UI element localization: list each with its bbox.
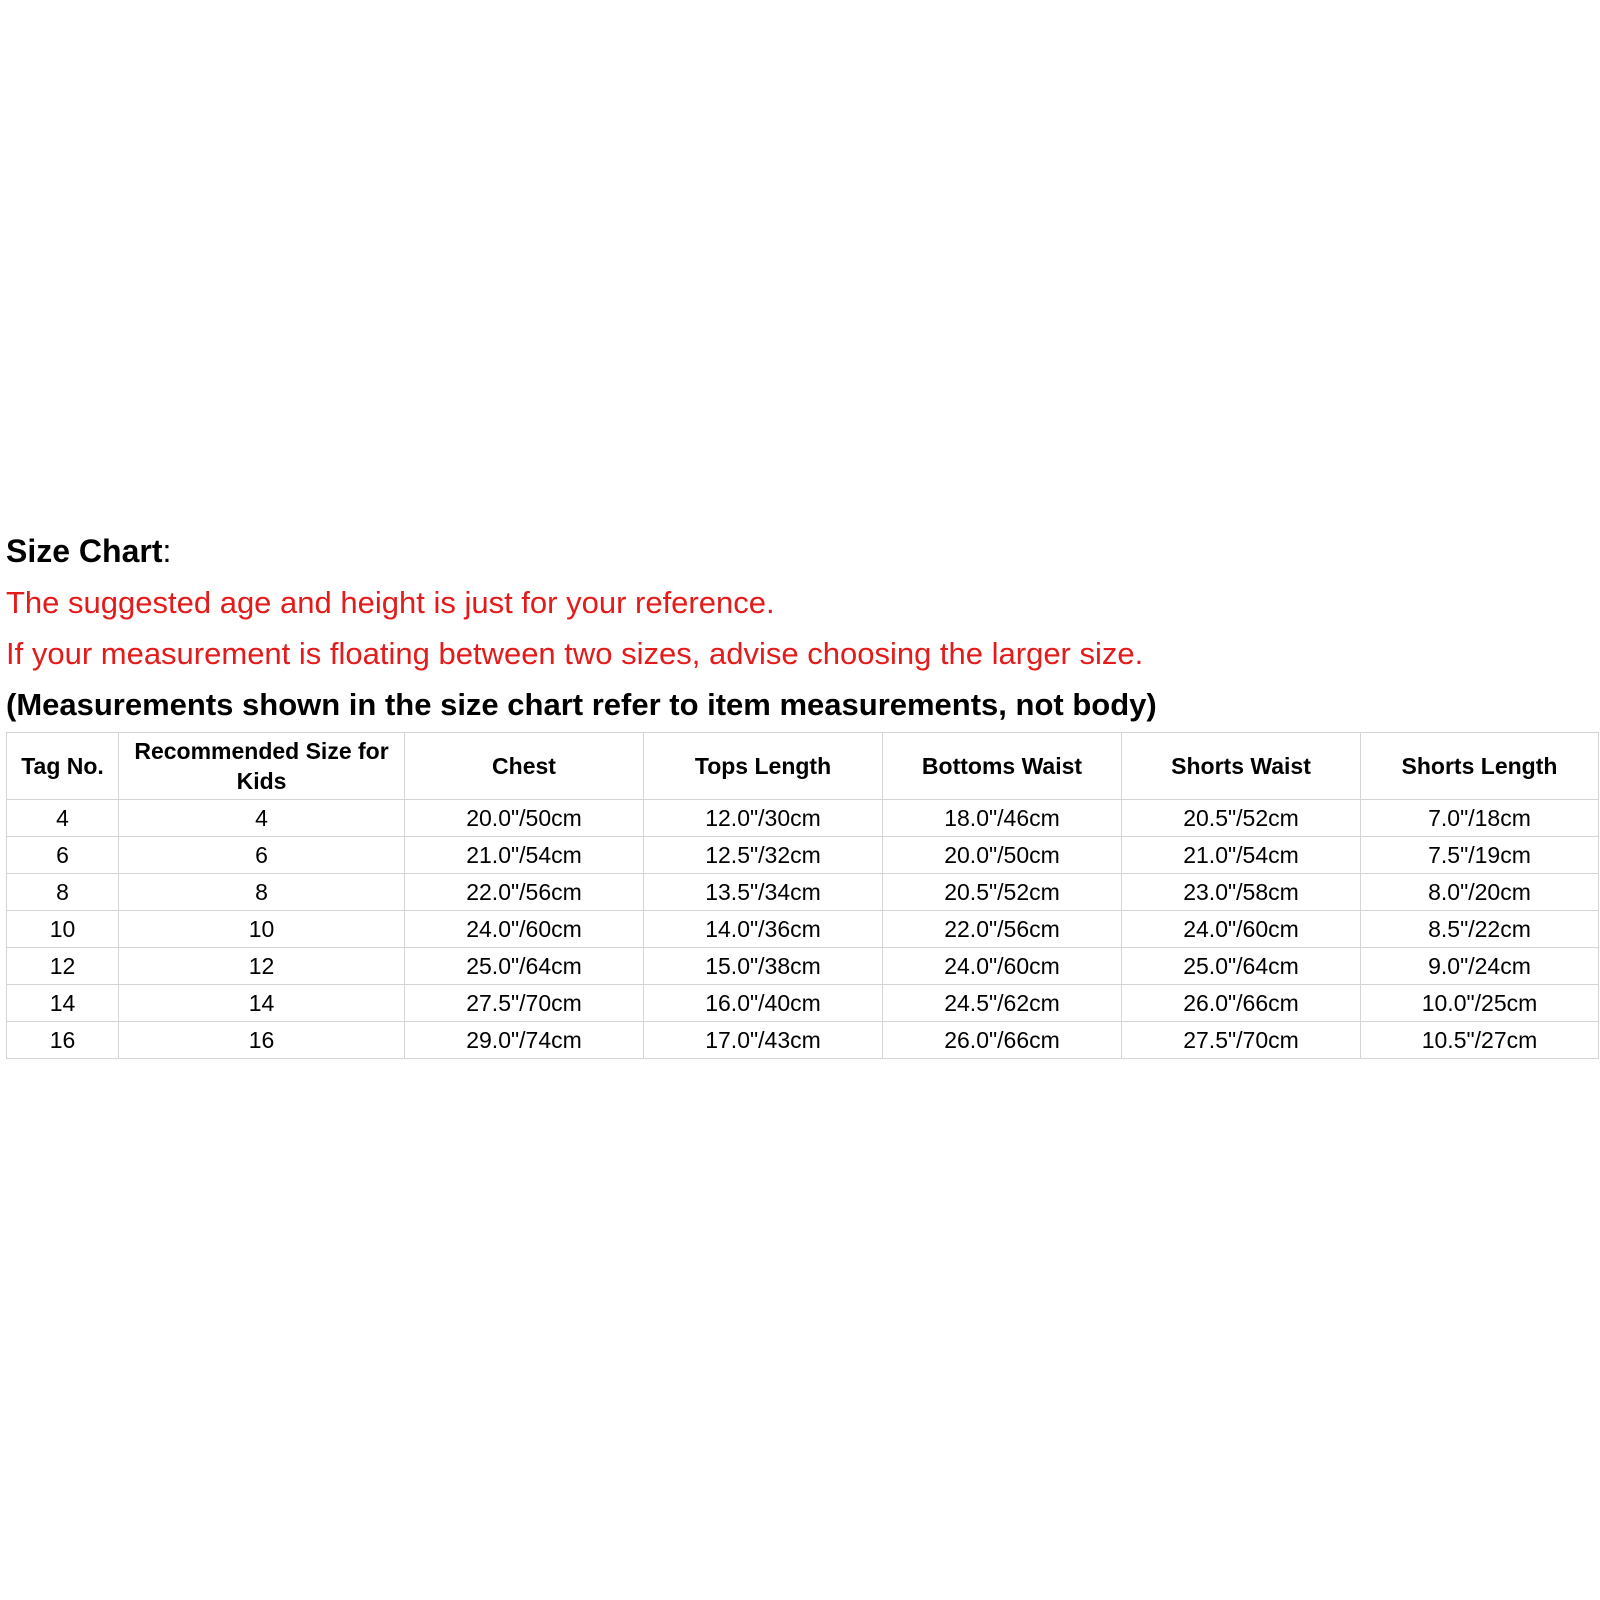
table-cell: 17.0"/43cm bbox=[644, 1022, 883, 1059]
table-cell: 10.0"/25cm bbox=[1361, 985, 1599, 1022]
table-row bbox=[7, 948, 1599, 985]
table-cell: 25.0"/64cm bbox=[1122, 948, 1361, 985]
table-cell: 20.5"/52cm bbox=[883, 874, 1122, 911]
table-cell: 24.0"/60cm bbox=[405, 911, 644, 948]
table-cell: 4 bbox=[119, 800, 405, 837]
column-header: Tops Length bbox=[644, 733, 883, 800]
table-cell: 8.0"/20cm bbox=[1361, 874, 1599, 911]
table-cell: 10 bbox=[119, 911, 405, 948]
table-cell: 10 bbox=[7, 911, 119, 948]
table-cell: 27.5"/70cm bbox=[1122, 1022, 1361, 1059]
table-cell: 20.0"/50cm bbox=[405, 800, 644, 837]
table-cell: 9.0"/24cm bbox=[1361, 948, 1599, 985]
column-header: Shorts Waist bbox=[1122, 733, 1361, 800]
table-cell: 26.0"/66cm bbox=[883, 1022, 1122, 1059]
table-cell: 12.5"/32cm bbox=[644, 837, 883, 874]
table-cell: 13.5"/34cm bbox=[644, 874, 883, 911]
measurement-note: (Measurements shown in the size chart refer to item measurements, not body) bbox=[6, 687, 1157, 722]
table-cell: 21.0"/54cm bbox=[1122, 837, 1361, 874]
table-cell: 16 bbox=[7, 1022, 119, 1059]
reference-note: The suggested age and height is just for your reference. bbox=[6, 585, 775, 620]
column-header: Tag No. bbox=[7, 733, 119, 800]
table-row bbox=[7, 1022, 1599, 1059]
table-cell: 16.0"/40cm bbox=[644, 985, 883, 1022]
table-row bbox=[7, 837, 1599, 874]
table-cell: 20.0"/50cm bbox=[883, 837, 1122, 874]
table-cell: 21.0"/54cm bbox=[405, 837, 644, 874]
table-cell: 26.0"/66cm bbox=[1122, 985, 1361, 1022]
table-cell: 23.0"/58cm bbox=[1122, 874, 1361, 911]
table-cell: 29.0"/74cm bbox=[405, 1022, 644, 1059]
table-cell: 6 bbox=[7, 837, 119, 874]
table-cell: 8 bbox=[119, 874, 405, 911]
table-cell: 27.5"/70cm bbox=[405, 985, 644, 1022]
table-cell: 16 bbox=[119, 1022, 405, 1059]
table-cell: 24.0"/60cm bbox=[883, 948, 1122, 985]
table-cell: 22.0"/56cm bbox=[405, 874, 644, 911]
table-row bbox=[7, 985, 1599, 1022]
table-cell: 6 bbox=[119, 837, 405, 874]
table-cell: 24.5"/62cm bbox=[883, 985, 1122, 1022]
table-cell: 10.5"/27cm bbox=[1361, 1022, 1599, 1059]
table-row bbox=[7, 874, 1599, 911]
header-row bbox=[7, 733, 1599, 800]
table-cell: 14.0"/36cm bbox=[644, 911, 883, 948]
size-table-header bbox=[7, 733, 1599, 800]
table-cell: 12 bbox=[7, 948, 119, 985]
size-table bbox=[6, 732, 1599, 1059]
table-cell: 14 bbox=[7, 985, 119, 1022]
size-chart-section bbox=[6, 526, 1598, 1053]
table-cell: 8.5"/22cm bbox=[1361, 911, 1599, 948]
column-header: Chest bbox=[405, 733, 644, 800]
column-header: Bottoms Waist bbox=[883, 733, 1122, 800]
table-cell: 12.0"/30cm bbox=[644, 800, 883, 837]
table-cell: 8 bbox=[7, 874, 119, 911]
size-chart-title-text: Size Chart bbox=[6, 533, 163, 569]
table-cell: 18.0"/46cm bbox=[883, 800, 1122, 837]
table-cell: 15.0"/38cm bbox=[644, 948, 883, 985]
table-cell: 7.5"/19cm bbox=[1361, 837, 1599, 874]
table-cell: 22.0"/56cm bbox=[883, 911, 1122, 948]
table-cell: 7.0"/18cm bbox=[1361, 800, 1599, 837]
table-cell: 20.5"/52cm bbox=[1122, 800, 1361, 837]
table-cell: 14 bbox=[119, 985, 405, 1022]
table-cell: 4 bbox=[7, 800, 119, 837]
size-table-body bbox=[7, 800, 1599, 1059]
table-row bbox=[7, 800, 1599, 837]
table-cell: 25.0"/64cm bbox=[405, 948, 644, 985]
column-header: Recommended Size for Kids bbox=[119, 733, 405, 800]
column-header: Shorts Length bbox=[1361, 733, 1599, 800]
size-chart-title bbox=[6, 526, 1598, 577]
table-cell: 12 bbox=[119, 948, 405, 985]
table-row bbox=[7, 911, 1599, 948]
size-chart-title-colon: : bbox=[162, 533, 172, 569]
table-cell: 24.0"/60cm bbox=[1122, 911, 1361, 948]
sizing-advice-note: If your measurement is floating between two sizes, advise choosing the larger size. bbox=[6, 636, 1144, 671]
